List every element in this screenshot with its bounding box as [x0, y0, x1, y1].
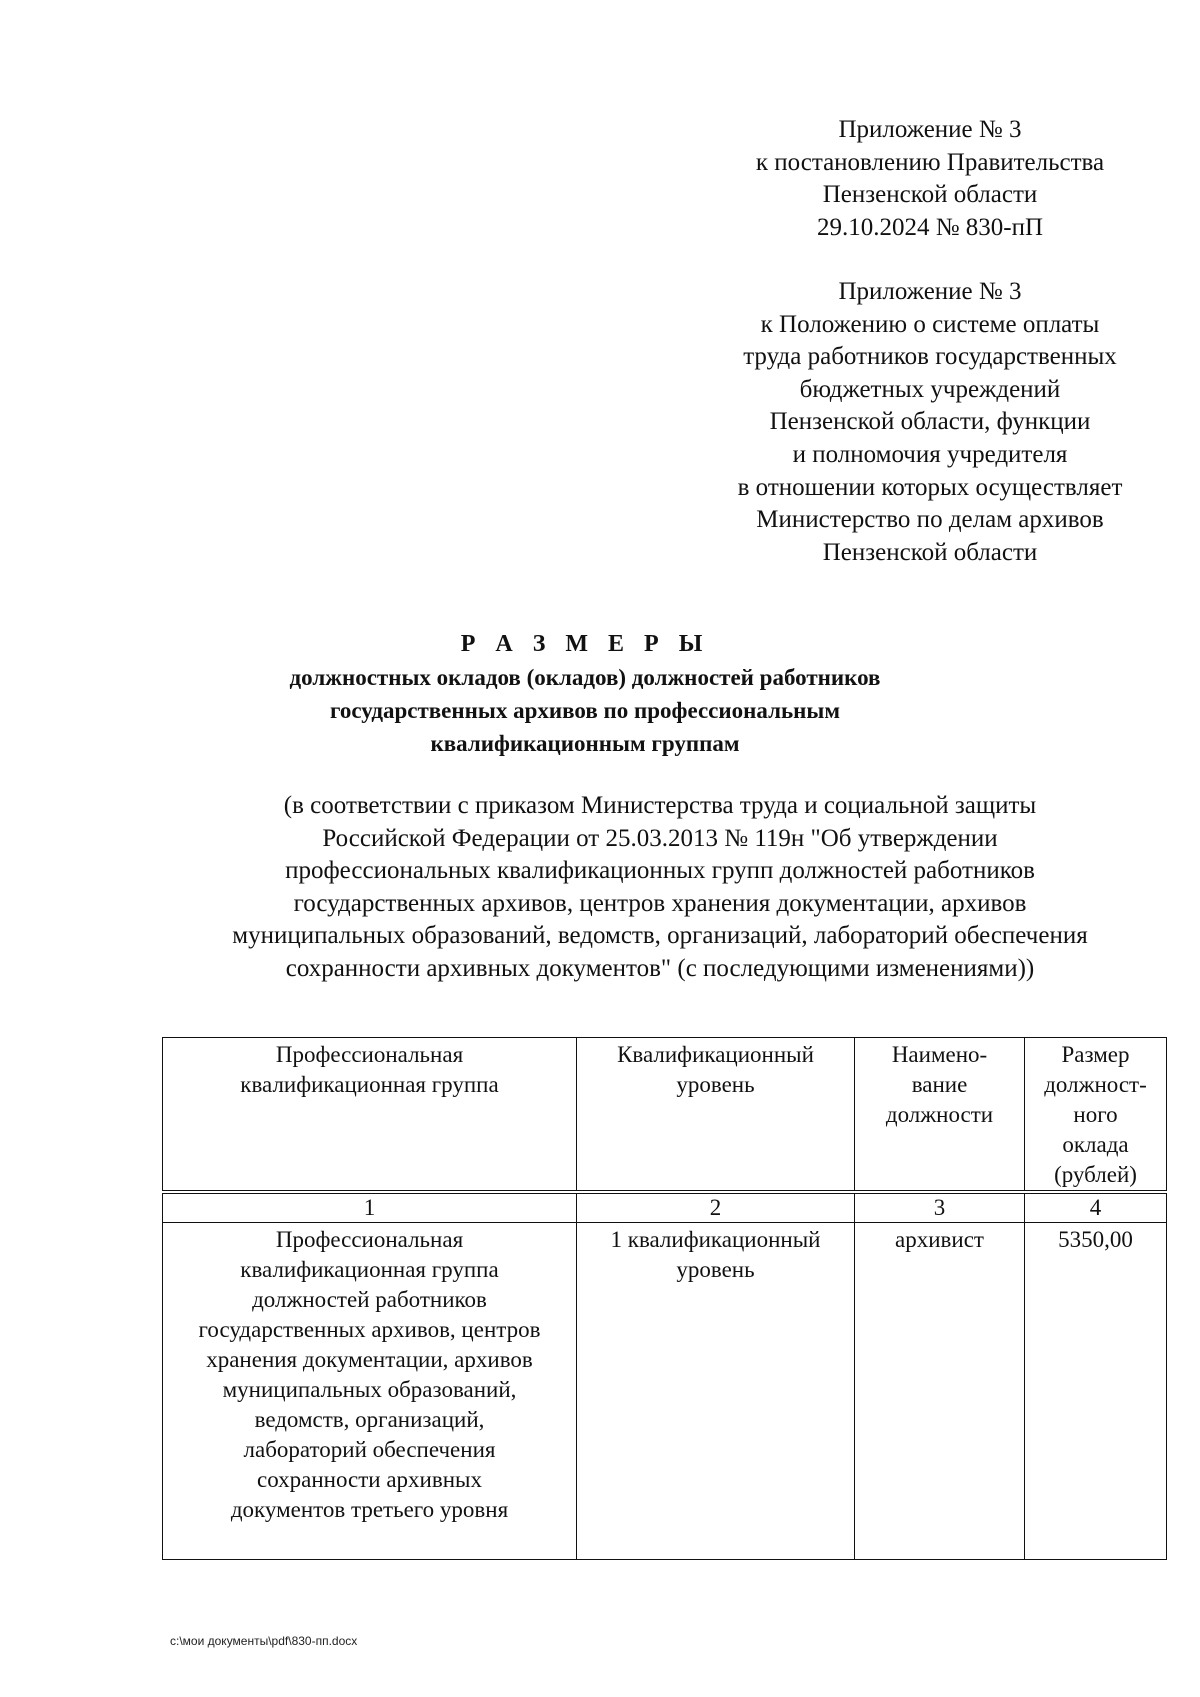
- title-line: должностных окладов (окладов) должностей работников: [289, 665, 881, 690]
- appendix-regulation-line: труда работников государственных: [743, 343, 1117, 371]
- appendix-regulation-line: в отношении которых осуществляет: [737, 473, 1123, 501]
- title-heading: Р А З М Е Р Ы: [460, 631, 710, 657]
- title-line: квалификационным группам: [430, 731, 740, 756]
- document-title: [200, 628, 970, 760]
- salary-table: [162, 1037, 1167, 1560]
- appendix-resolution-line: Приложение № 3: [838, 116, 1022, 143]
- column-number: 3: [855, 1192, 1025, 1223]
- header-salary-amount: Размер должност- ного оклада (рублей): [1025, 1038, 1167, 1193]
- header-professional-group: Профессиональная квалификационная группа: [163, 1038, 577, 1193]
- cell-qualification-level: 1 квалификационный уровень: [577, 1223, 855, 1560]
- table-header-row: [163, 1038, 1167, 1193]
- column-number: 1: [163, 1192, 577, 1223]
- title-line: государственных архивов по профессиональным: [329, 698, 841, 723]
- column-number: 4: [1025, 1192, 1167, 1223]
- basis-line: муниципальных образований, ведомств, организаций, лабораторий обеспечения: [232, 922, 1088, 950]
- header-position-name: Наимено- вание должности: [855, 1038, 1025, 1193]
- legal-basis-note: [150, 790, 1170, 986]
- cell-salary-amount: 5350,00: [1025, 1223, 1167, 1560]
- appendix-regulation-line: Пензенской области, функции: [769, 408, 1091, 436]
- table-row: [163, 1223, 1167, 1560]
- appendix-regulation-block: [680, 276, 1180, 569]
- basis-line: государственных архивов, центров хранения документации, архивов: [293, 889, 1027, 917]
- appendix-regulation-line: Министерство по делам архивов: [756, 506, 1104, 534]
- basis-line: Российской Федерации от 25.03.2013 № 119н "Об утверждении: [322, 824, 998, 852]
- appendix-regulation-line: Пензенской области: [822, 538, 1038, 566]
- appendix-resolution-line: Пензенской области: [822, 181, 1038, 209]
- appendix-regulation-line: бюджетных учреждений: [799, 375, 1061, 403]
- cell-position-name: архивист: [855, 1223, 1025, 1560]
- header-qualification-level: Квалификационный уровень: [577, 1038, 855, 1193]
- appendix-resolution-block: [680, 114, 1180, 244]
- basis-line: сохранности архивных документов" (с последующими изменениями)): [285, 954, 1035, 982]
- table-column-numbers-row: [163, 1192, 1167, 1223]
- basis-line: профессиональных квалификационных групп должностей работников: [285, 857, 1035, 885]
- appendix-regulation-line: к Положению о системе оплаты: [760, 310, 1100, 338]
- appendix-regulation-line: Приложение № 3: [838, 278, 1022, 305]
- appendix-resolution-line: к постановлению Правительства: [755, 148, 1105, 176]
- basis-line: (в соответствии с приказом Министерства труда и социальной защиты: [283, 792, 1037, 819]
- file-path-footer: c:\мои документы\pdf\830-пп.docx: [170, 1634, 358, 1648]
- cell-professional-group: Профессиональная квалификационная группа должностей работников государственных архивов, центров хранения документации, архивов муниципальных образований, ведомств, организаций, лабораторий обеспечения сохранности архивных документов третьего уровня: [163, 1223, 577, 1560]
- column-number: 2: [577, 1192, 855, 1223]
- appendix-regulation-line: и полномочия учредителя: [792, 440, 1068, 468]
- appendix-resolution-line: 29.10.2024 № 830-пП: [816, 213, 1044, 241]
